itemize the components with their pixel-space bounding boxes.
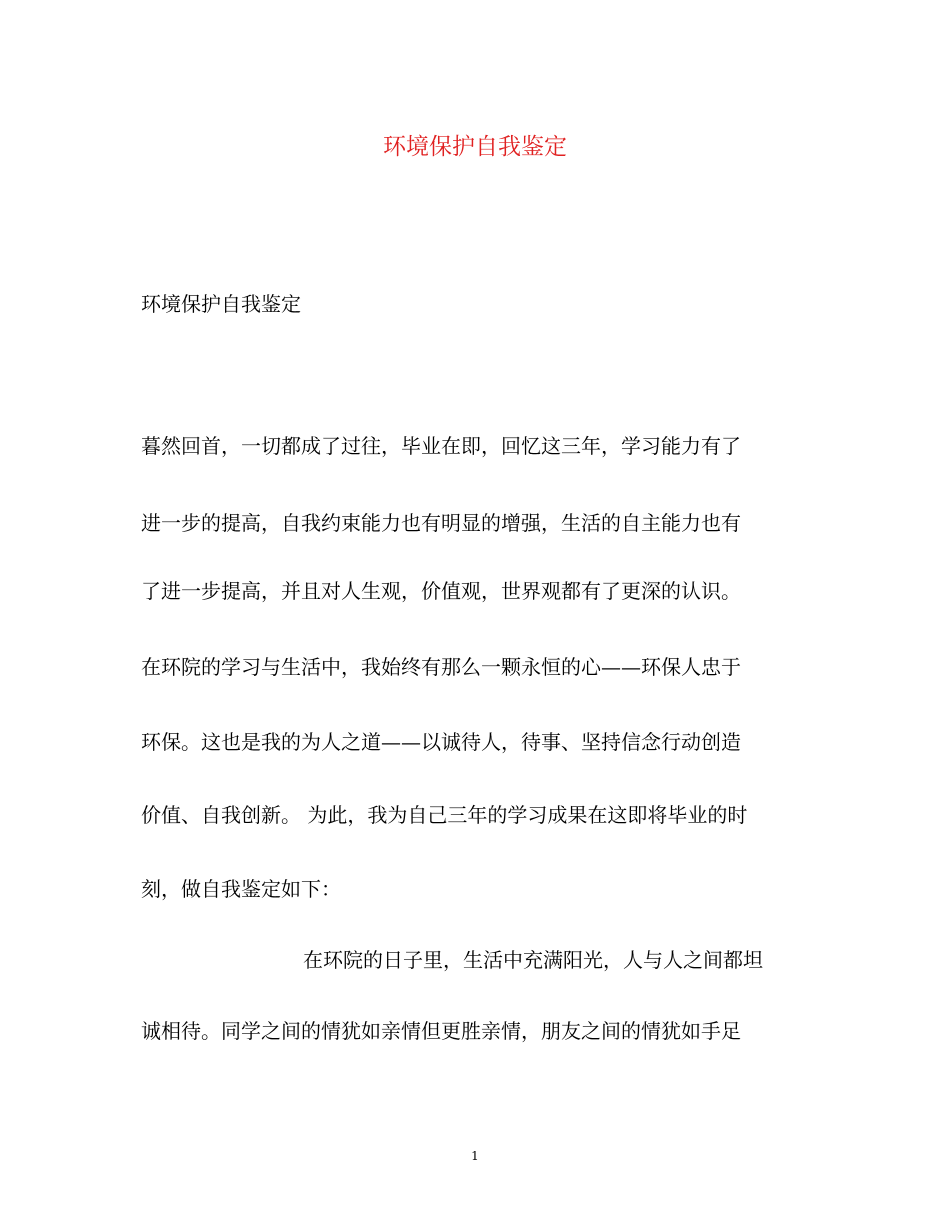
body-line: 环保。这也是我的为人之道——以诚待人，待事、坚持信念行动创造	[141, 730, 741, 754]
page-number: 1	[471, 1149, 479, 1163]
body-line: 暮然回首，一切都成了过往，毕业在即，回忆这三年，学习能力有了	[141, 434, 741, 458]
body-line-indented: 在环院的日子里，生活中充满阳光，人与人之间都坦	[303, 948, 763, 972]
body-line: 进一步的提高，自我约束能力也有明显的增强，生活的自主能力也有	[141, 511, 741, 535]
body-line: 了进一步提高，并且对人生观，价值观，世界观都有了更深的认识。	[141, 579, 741, 603]
document-title: 环境保护自我鉴定	[383, 134, 567, 160]
body-line: 价值、自我创新。 为此，我为自己三年的学习成果在这即将毕业的时	[141, 803, 748, 827]
body-line: 刻，做自我鉴定如下：	[141, 877, 341, 901]
body-line: 在环院的学习与生活中，我始终有那么一颗永恒的心——环保人忠于	[141, 655, 741, 679]
body-line: 诚相待。同学之间的情犹如亲情但更胜亲情，朋友之间的情犹如手足	[141, 1019, 741, 1043]
document-subtitle: 环境保护自我鉴定	[141, 292, 301, 316]
